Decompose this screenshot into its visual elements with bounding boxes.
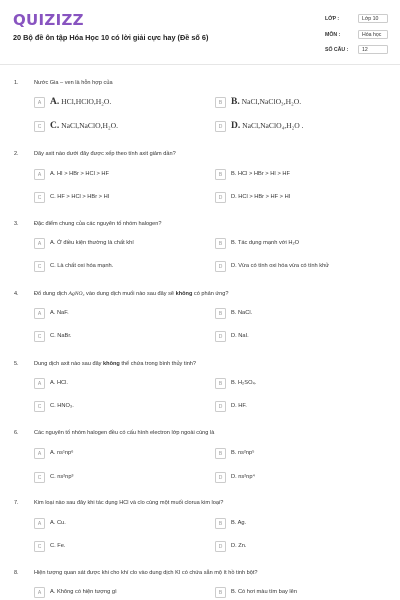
option-letter: D — [215, 121, 226, 132]
question-text: Hiện tượng quan sát được khi cho khí clo vào dung dịch KI có chứa sẵn mộ ít hồ tinh bột? — [34, 570, 258, 576]
option-text: C. ns²np³ — [50, 473, 74, 480]
option-text: B. Ag. — [231, 519, 247, 526]
option-text: C. Fe. — [50, 542, 66, 549]
option-letter: B — [215, 169, 226, 180]
option-text: A. HCl,HClO,H₂O. — [50, 97, 112, 107]
option-letter: B — [215, 378, 226, 389]
question-text: Đổ dung dịch AgNO₃ vào dung dịch muối nào sau đây sẽ không có phản ứng? — [34, 291, 229, 297]
question-number: 7. — [14, 500, 19, 506]
question-number: 5. — [14, 361, 19, 367]
option-text: B. NaCl. — [231, 309, 253, 316]
option-letter: A — [34, 518, 45, 529]
option-letter: A — [34, 238, 45, 249]
option-letter: C — [34, 472, 45, 483]
option-text: B. HCl > HBr > HI > HF — [231, 170, 290, 177]
option-text: A. Không có hiện tượng gì — [50, 588, 117, 595]
option-text: C. HF > HCl > HBr > HI — [50, 193, 110, 200]
option-text: D. ns²np⁴ — [231, 473, 255, 480]
option-text: A. Ở điều kiện thường là chất khí — [50, 239, 134, 246]
option-letter: D — [215, 192, 226, 203]
option-text: C. Là chất oxi hóa mạnh. — [50, 262, 114, 269]
option-letter: C — [34, 261, 45, 272]
question-text: Kim loại nào sau đây khi tác dụng HCl và clo cùng một muối clorua kim loại? — [34, 500, 224, 506]
option-letter: A — [34, 448, 45, 459]
question-number: 4. — [14, 291, 19, 297]
option-text: C. NaCl,NaClO,H₂O. — [50, 121, 119, 131]
option-text: A. HCl. — [50, 379, 69, 386]
option-letter: D — [215, 261, 226, 272]
option-letter: C — [34, 331, 45, 342]
option-letter: B — [215, 308, 226, 319]
option-text: A. Cu. — [50, 519, 66, 526]
option-letter: A — [34, 169, 45, 180]
option-letter: B — [215, 518, 226, 529]
option-text: A. ns¹np⁶ — [50, 449, 74, 456]
option-text: C. HNO₃. — [50, 402, 74, 409]
question-text: Đặc điểm chung của các nguyên tố nhóm halogen? — [34, 221, 162, 227]
question-text: Các nguyên tố nhóm halogen đều có cấu hình electron lớp ngoài cùng là — [34, 430, 215, 436]
option-text: C. NaBr. — [50, 332, 72, 339]
option-letter: D — [215, 541, 226, 552]
page-title: 20 Bộ đề ôn tập Hóa Học 10 có lời giải cực hay (Đề số 6) — [13, 33, 209, 42]
meta-value-class: Lớp 10 — [358, 14, 388, 23]
question-number: 2. — [14, 151, 19, 157]
meta-value-subject: Hóa học — [358, 30, 388, 39]
option-letter: D — [215, 472, 226, 483]
option-letter: D — [215, 401, 226, 412]
question-number: 8. — [14, 570, 19, 576]
option-letter: C — [34, 121, 45, 132]
option-text: B. Có hơi màu tím bay lên — [231, 588, 298, 595]
option-text: B. Tác dụng mạnh với H₂O — [231, 239, 300, 246]
option-text: D. Zn. — [231, 542, 247, 549]
option-text: D. Vừa có tính oxi hóa vừa có tính khử — [231, 262, 330, 269]
question-number: 3. — [14, 221, 19, 227]
option-letter: B — [215, 97, 226, 108]
option-letter: A — [34, 587, 45, 598]
option-letter: B — [215, 587, 226, 598]
option-letter: C — [34, 541, 45, 552]
option-text: D. HCl > HBr > HF > HI — [231, 193, 291, 200]
header-divider — [0, 64, 400, 65]
option-text: B. ns²np⁵ — [231, 449, 255, 456]
question-number: 6. — [14, 430, 19, 436]
meta-label-count: SỐ CÂU : — [325, 47, 349, 53]
question-text: Nước Gia – ven là hỗn hợp của — [34, 80, 113, 86]
option-letter: B — [215, 448, 226, 459]
meta-label-subject: MÔN : — [325, 32, 341, 38]
option-text: D. NaCl,NaClO₄,H₂O . — [231, 121, 304, 131]
option-text: B. H₂SO₄. — [231, 379, 257, 386]
option-letter: A — [34, 378, 45, 389]
option-letter: C — [34, 401, 45, 412]
quizizz-logo: QUIZIZZ — [13, 11, 84, 29]
option-text: A. NaF. — [50, 309, 69, 316]
option-letter: B — [215, 238, 226, 249]
meta-value-count: 12 — [358, 45, 388, 54]
meta-label-class: LỚP : — [325, 16, 340, 22]
option-text: A. HI > HBr > HCl > HF — [50, 170, 109, 177]
option-text: D. NaI. — [231, 332, 249, 339]
option-letter: C — [34, 192, 45, 203]
question-text: Dung dịch axit nào sau đây không thể chứa trong bình thủy tinh? — [34, 361, 197, 367]
question-number: 1. — [14, 80, 19, 86]
option-letter: A — [34, 97, 45, 108]
option-letter: A — [34, 308, 45, 319]
option-letter: D — [215, 331, 226, 342]
question-text: Dãy axit nào dưới đây được xếp theo tính axit giảm dần? — [34, 151, 176, 157]
option-text: B. NaCl,NaClO₃,H₂O. — [231, 97, 302, 107]
option-text: D. HF. — [231, 402, 247, 409]
